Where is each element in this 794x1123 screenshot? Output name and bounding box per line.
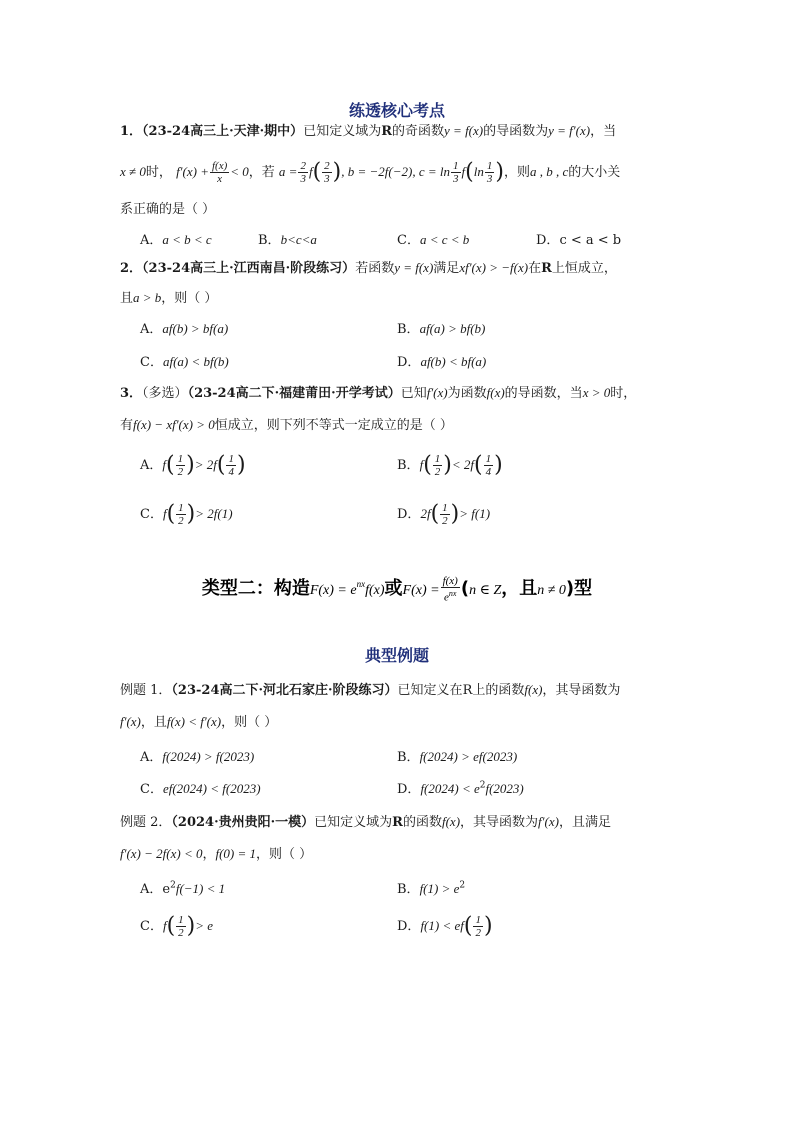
option-text: c < a < b xyxy=(559,233,622,248)
option-c[interactable]: C．f( $\frac{1}{2}$ )> 2f(1) xyxy=(140,501,233,527)
option-label: C． xyxy=(140,507,163,522)
question-text: 的导函数，当 xyxy=(504,386,583,401)
frac-den: 2 xyxy=(475,927,481,939)
option-text: f(1) > e xyxy=(419,881,460,896)
frac-den: 2 xyxy=(434,466,441,478)
option-a[interactable]: A．f( $\frac{1}{2}$ )> 2f( $\frac{1}{4}$ ) xyxy=(140,452,246,478)
example-1-line-2 xyxy=(120,712,277,733)
set-R: R xyxy=(541,261,552,276)
question-text: ，则（ ） xyxy=(161,291,218,306)
option-text: af(a) > bf(b) xyxy=(419,321,486,336)
option-c[interactable] xyxy=(397,229,469,248)
math-expr: a , b , c xyxy=(529,164,569,179)
question-text: 有 xyxy=(120,418,134,433)
question-number: 例题 1． xyxy=(120,683,172,698)
math-sup: nx xyxy=(356,579,366,589)
option-text: > 2f xyxy=(194,457,217,472)
question-1-line-2: x ≠ 0时， f′(x) + $\frac{f(x)}{x}$ < 0，若 a = $\frac{2}{3}$ f( $\frac{2}{3}$ ), b = −2f(−2), c = ln $\frac{1}{3}$ f(ln $\frac{1}{3}$ )，则a , b , c的大小关 xyxy=(120,159,621,185)
option-label: C． xyxy=(397,233,420,248)
option-label: B． xyxy=(397,322,420,337)
option-text: ef(2024) < f(2023) xyxy=(162,781,261,796)
question-source: （23-24高二下·河北石家庄·阶段练习） xyxy=(171,683,398,698)
option-a[interactable] xyxy=(140,318,228,337)
math-expr: n ∈ Z xyxy=(469,583,502,598)
option-label: A． xyxy=(140,233,163,248)
math-expr: y = f′(x) xyxy=(548,123,591,138)
question-2-line-1 xyxy=(120,258,617,279)
option-label: A． xyxy=(140,458,163,473)
frac-den: x xyxy=(217,173,223,185)
frac-den-base: e xyxy=(443,591,449,604)
option-label: D． xyxy=(397,507,421,522)
option-label: D． xyxy=(397,919,421,934)
question-text: 在 xyxy=(528,261,542,276)
frac-den: 2 xyxy=(178,515,184,527)
frac-num: 1 xyxy=(178,502,184,514)
option-d[interactable]: D．2f( $\frac{1}{2}$ )> f(1) xyxy=(397,501,491,527)
math-expr: f(x) − xf′(x) > 0 xyxy=(133,417,215,432)
question-number: 1． xyxy=(120,124,143,139)
question-text: ，且满足 xyxy=(558,815,611,830)
question-2-line-2 xyxy=(120,288,217,309)
option-label: D． xyxy=(397,782,421,797)
frac-num: 2 xyxy=(324,160,330,172)
option-a[interactable] xyxy=(140,746,254,765)
option-label: C． xyxy=(140,355,163,370)
option-b[interactable]: B．f( $\frac{1}{2}$ )< 2f( $\frac{1}{4}$ ) xyxy=(397,452,503,478)
question-text: ，且 xyxy=(140,715,167,730)
math-expr: ln xyxy=(473,164,484,179)
frac-den: 4 xyxy=(228,466,234,478)
math-expr: f′(x) − 2f(x) < 0 xyxy=(120,846,203,861)
math-expr: y = f(x) xyxy=(444,123,484,138)
option-text: < 2f xyxy=(451,457,475,472)
math-expr: f′(x) xyxy=(538,814,559,829)
frac-num: 1 xyxy=(485,453,492,465)
option-d[interactable] xyxy=(397,778,524,797)
question-number: 3． xyxy=(120,386,143,401)
fraction xyxy=(484,453,494,478)
option-text: f(−1) < 1 xyxy=(175,881,226,896)
fraction xyxy=(451,160,461,185)
option-b[interactable] xyxy=(397,746,517,765)
option-label: A． xyxy=(140,322,163,337)
math-expr: f xyxy=(461,164,466,179)
math-expr: f xyxy=(308,164,313,179)
set-R: R xyxy=(392,815,403,830)
fraction xyxy=(440,502,450,527)
frac-num: 1 xyxy=(486,160,493,172)
question-text: 为函数 xyxy=(447,386,487,401)
frac-den: 3 xyxy=(453,173,459,185)
question-text: 的导函数为 xyxy=(483,124,549,139)
question-source: （23-24高三上·江西南昌·阶段练习） xyxy=(142,261,356,276)
question-text: 已知定义在 xyxy=(397,683,463,698)
option-b[interactable] xyxy=(397,318,485,337)
math-expr: f(x) xyxy=(365,583,385,598)
option-a[interactable] xyxy=(140,878,225,897)
option-label: B． xyxy=(397,750,420,765)
option-text: f(1) < ef xyxy=(420,918,464,933)
frac-den: 2 xyxy=(177,466,184,478)
option-label: C． xyxy=(140,782,163,797)
question-number: 2． xyxy=(120,261,143,276)
section-heading-type-two xyxy=(0,566,794,609)
math-expr: < 0 xyxy=(230,164,249,179)
question-1-line-1 xyxy=(120,121,616,142)
question-text: 已知 xyxy=(400,386,427,401)
frac-den: 3 xyxy=(486,173,493,185)
frac-den xyxy=(442,588,458,604)
fraction xyxy=(226,453,236,478)
option-text: af(a) < bf(b) xyxy=(162,354,229,369)
math-expr: F(x) = e xyxy=(309,583,357,598)
math-expr: f(x) xyxy=(524,682,543,697)
fraction xyxy=(473,914,483,939)
math-expr: x > 0 xyxy=(582,385,611,400)
example-1-line-1 xyxy=(120,680,620,701)
question-text: ，若 xyxy=(248,165,275,180)
math-expr: f(x) < f′(x) xyxy=(166,714,222,729)
math-expr: f(x) xyxy=(486,385,505,400)
set-R: R xyxy=(462,683,473,698)
question-text: ，当 xyxy=(590,124,617,139)
option-label: A． xyxy=(140,750,163,765)
question-text: 且 xyxy=(120,291,134,306)
option-text: a < b < c xyxy=(162,232,212,247)
option-d[interactable]: D．f(1) < ef( $\frac{1}{2}$ ) xyxy=(397,913,493,939)
frac-den: 2 xyxy=(178,927,184,939)
frac-den: 2 xyxy=(442,515,448,527)
example-2-line-1 xyxy=(120,812,611,833)
math-expr: y = f(x) xyxy=(394,260,434,275)
option-text: e xyxy=(162,882,171,897)
question-source: （23-24高三上·天津·期中） xyxy=(142,124,304,139)
option-label: B． xyxy=(258,233,281,248)
option-c[interactable]: C．f( $\frac{1}{2}$ )> e xyxy=(140,913,214,939)
option-text: f xyxy=(419,457,424,472)
option-label: D． xyxy=(536,233,560,248)
math-sup: 2 xyxy=(170,880,176,891)
math-expr: f′(x) xyxy=(426,385,448,400)
fraction xyxy=(176,502,186,527)
option-label: D． xyxy=(397,355,421,370)
option-text: 2f xyxy=(420,506,431,521)
frac-num: 1 xyxy=(453,160,459,172)
question-text: ，其导函数为 xyxy=(542,683,621,698)
question-text: ， xyxy=(202,847,216,862)
heading-text: ( xyxy=(460,578,470,599)
option-text: af(b) > bf(a) xyxy=(162,321,229,336)
question-number: 例题 2． xyxy=(120,815,172,830)
question-1-line-3: 系正确的是（ ） xyxy=(120,202,216,217)
option-text: > e xyxy=(195,918,214,933)
option-a[interactable] xyxy=(140,229,212,248)
frac-num: f(x) xyxy=(442,574,458,587)
fraction xyxy=(433,453,443,478)
math-expr: f(x) xyxy=(441,814,461,829)
set-R: R xyxy=(381,124,393,139)
frac-num: 2 xyxy=(300,160,306,172)
option-c[interactable] xyxy=(140,351,229,370)
option-d[interactable] xyxy=(536,229,621,248)
math-expr: xf′(x) > −f(x) xyxy=(459,260,529,275)
option-text: f(2024) < e xyxy=(420,781,480,796)
section-title-practice: 练透核心考点 xyxy=(348,101,445,120)
question-text: 若函数 xyxy=(355,261,395,276)
math-expr: f′(x) + xyxy=(176,164,209,179)
frac-num: f(x) xyxy=(211,160,228,172)
math-sup: 2 xyxy=(479,780,486,791)
math-expr: , b = −2f(−2), c = ln xyxy=(341,164,451,179)
question-text: 时， xyxy=(610,386,637,401)
option-label: B． xyxy=(397,882,420,897)
question-3-line-1 xyxy=(120,383,636,404)
fraction xyxy=(176,453,186,478)
frac-num: 1 xyxy=(475,914,481,926)
math-expr: f′(x) xyxy=(120,714,141,729)
math-expr: f(0) = 1 xyxy=(215,846,257,861)
frac-den: 3 xyxy=(300,173,306,185)
math-sup: 2 xyxy=(459,880,466,891)
option-text: af(b) < bf(a) xyxy=(420,354,487,369)
option-text: f xyxy=(162,918,167,933)
math-expr: F(x) = xyxy=(402,583,440,598)
math-expr: a = xyxy=(278,164,298,179)
question-3-line-2 xyxy=(120,415,453,436)
option-text: b<c<a xyxy=(280,232,317,247)
question-source: （23-24高二下·福建莆田·开学考试） xyxy=(187,386,401,401)
heading-text: ) xyxy=(565,578,575,599)
question-text: 的大小关 xyxy=(568,165,621,180)
question-text: ，则（ ） xyxy=(256,847,313,862)
math-expr: x ≠ 0 xyxy=(120,164,146,179)
question-text: 的奇函数 xyxy=(392,124,445,139)
option-label: A． xyxy=(140,882,163,897)
question-text: 已知定义域为 xyxy=(303,124,382,139)
option-text: a < c < b xyxy=(419,232,470,247)
question-text: 的函数 xyxy=(402,815,442,830)
option-text: > f(1) xyxy=(459,506,491,521)
question-text: 上恒成立， xyxy=(551,261,617,276)
option-text: > 2f(1) xyxy=(195,506,233,521)
question-text: ，则（ ） xyxy=(221,715,278,730)
math-expr: a > b xyxy=(133,290,162,305)
option-text: f(2023) xyxy=(485,781,524,796)
question-text: 时， xyxy=(145,165,172,180)
fraction xyxy=(322,160,332,185)
question-text: ，其导函数为 xyxy=(460,815,539,830)
heading-text: 型 xyxy=(574,578,593,599)
question-text: 已知定义域为 xyxy=(314,815,393,830)
section-title-examples: 典型例题 xyxy=(364,646,429,665)
question-type: （多选） xyxy=(142,386,188,401)
option-d[interactable] xyxy=(397,351,486,370)
question-text: 恒成立，则下列不等式一定成立的是（ ） xyxy=(214,418,453,433)
question-text: ，则 xyxy=(503,165,530,180)
question-text: 上的函数 xyxy=(472,683,525,698)
frac-num: 1 xyxy=(178,914,184,926)
option-text: f(2024) > f(2023) xyxy=(162,749,255,764)
option-label: B． xyxy=(397,458,420,473)
frac-num: 1 xyxy=(228,453,234,465)
fraction xyxy=(298,160,308,185)
question-source: （2024·贵州贵阳·一模） xyxy=(171,815,315,830)
heading-text: 或 xyxy=(384,578,403,599)
fraction xyxy=(441,575,460,604)
question-text: 满足 xyxy=(433,261,460,276)
option-text: f xyxy=(162,506,167,521)
frac-num: 1 xyxy=(442,502,448,514)
option-b[interactable] xyxy=(397,878,465,897)
fraction xyxy=(485,160,495,185)
example-2-line-2 xyxy=(120,844,312,865)
fraction xyxy=(176,914,186,939)
heading-text: ，且 xyxy=(501,578,538,599)
option-label: C． xyxy=(140,919,163,934)
option-text: f xyxy=(162,457,167,472)
frac-num: 1 xyxy=(434,453,441,465)
option-text: f(2024) > ef(2023) xyxy=(419,749,518,764)
frac-num: 1 xyxy=(177,453,184,465)
fraction xyxy=(210,160,229,185)
math-expr: n ≠ 0 xyxy=(537,583,566,598)
frac-den: 3 xyxy=(324,173,330,185)
frac-den: 4 xyxy=(485,466,492,478)
option-b[interactable] xyxy=(258,229,317,248)
math-sup: nx xyxy=(448,588,457,598)
heading-text: 类型二：构造 xyxy=(201,578,310,599)
option-c[interactable] xyxy=(140,778,261,797)
